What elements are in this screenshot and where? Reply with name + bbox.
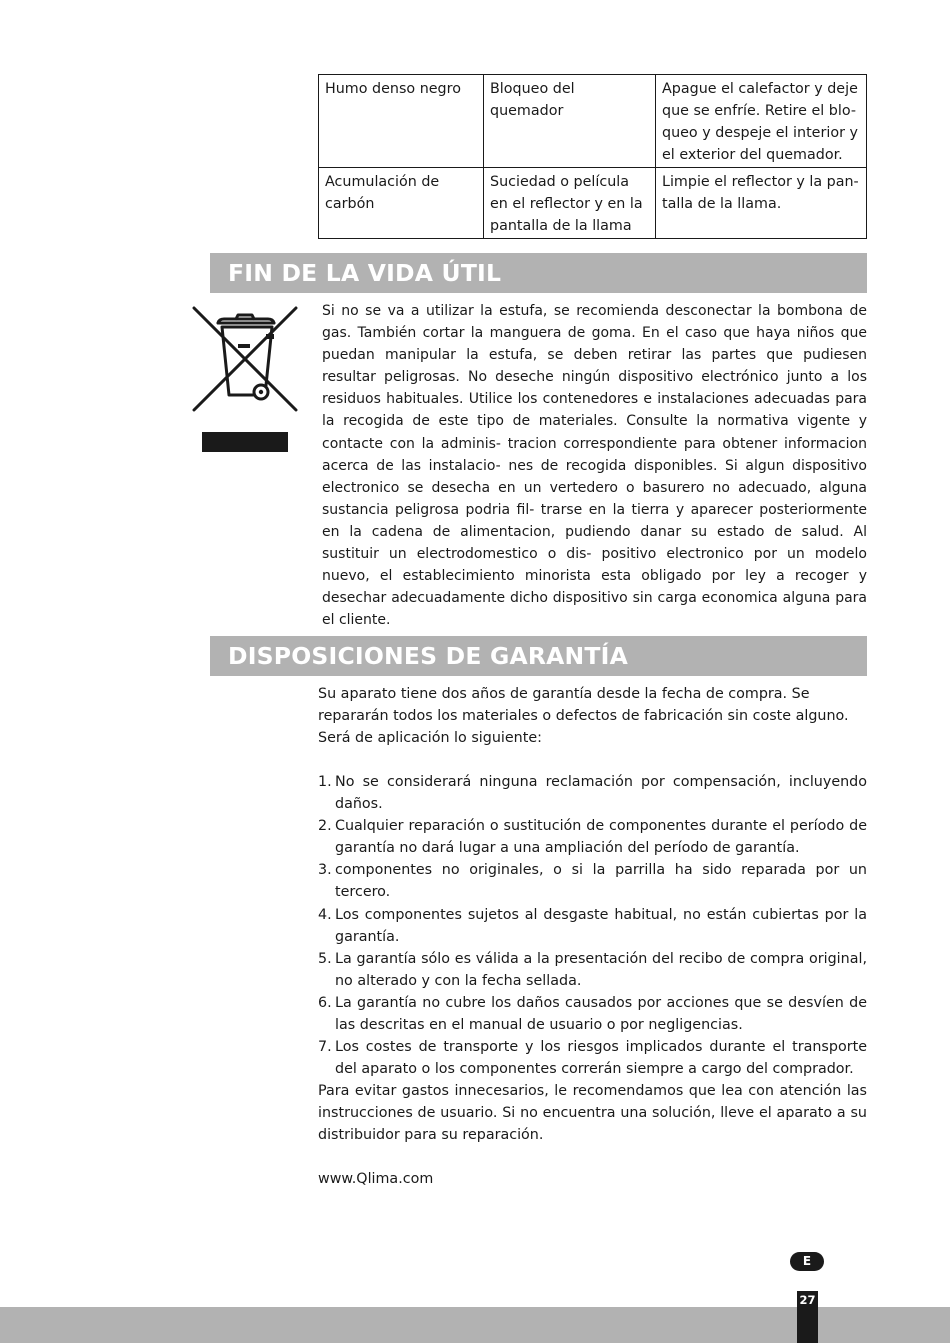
warranty-closing-text: Para evitar gastos innecesarios, le recomendamos que lea con atención las instrucciones de usuario. Si no encuentra una solución, lleve el aparato a su distribuidor para su reparación. [318,1083,867,1144]
warranty-conditions-list [318,771,867,1080]
list-number: 5. [318,950,332,967]
warranty-intro [318,683,867,749]
table-cell: Bloqueo del quemador [484,75,656,168]
list-item [318,859,867,903]
warranty-intro-applies: Será de aplicación lo siguiente: [318,730,542,747]
end-of-life-text: Si no se va a utilizar la estufa, se recomienda desconectar la bombona de gas. También cortar la manguera de goma. En el caso que haya niños que puedan manipular la estufa, se deben retirar las partes que pudiesen resultar peligrosas. No deseche ningún dispositivo electrónico junto a los residuos habituales. Utilice los contenedores e instalaciones adecuadas para la recogida de este tipo de materiales. Consulte la normativa vigente y contacte con la adminis- tracion correspondiente para obtener informacion acerca de las instalacio- nes de recogida disponibles. Si algun dispositivo electronico se desecha en un vertedero o basurero no adecuado, alguna sustancia peligrosa podria fil- trarse en la tierra y aparecer posteriormente en la cadena de alimentacion, pudiendo danar su estado de salud. Al sustituir un electrodomestico o dis- positivo electronico por un modelo nuevo, el establecimiento minorista esta obligado por ley a recoger y desechar adecuadamente dicho dispositivo sin carga economica alguna para el cliente. [322,303,867,629]
warranty-heading: DISPOSICIONES DE GARANTÍA [210,636,867,676]
list-number: 6. [318,994,332,1011]
list-item [318,904,867,948]
list-item [318,815,867,859]
list-number: 7. [318,1039,332,1056]
list-number: 4. [318,906,332,923]
list-item-text: La garantía sólo es válida a la presentación del recibo de compra original, no alterado y con la fecha sellada. [335,950,867,989]
warranty-intro-sentence: Su aparato tiene dos años de garantía desde la fecha de compra. Se repararán todos los materiales o defectos de fabricación sin coste alguno. [318,686,849,725]
language-badge: E [790,1252,824,1271]
table-cell: Humo denso negro [319,75,484,168]
website-link[interactable]: www.Qlima.com [318,1171,434,1187]
page-number: 27 [799,1293,816,1307]
table-row [319,75,867,168]
list-item [318,1036,867,1080]
list-number: 3. [318,862,332,879]
table-cell: Acumulación de carbón [319,168,484,239]
table-cell: Apague el calefactor y deje que se enfríe. Retire el blo- queo y despeje el interior y el exterior del quemador. [656,75,867,168]
table-row [319,168,867,239]
list-number: 1. [318,774,332,790]
list-item-text: Los componentes sujetos al desgaste habitual, no están cubiertas por la garantía. [335,906,867,945]
list-item [318,771,867,815]
end-of-life-heading: FIN DE LA VIDA ÚTIL [210,253,867,293]
list-number: 2. [318,818,332,835]
list-item [318,992,867,1036]
list-item-text: Cualquier reparación o sustitución de componentes durante el período de garantía no dará lugar a una ampliación del período de garantía. [335,818,867,857]
list-item-text: No se considerará ninguna reclamación por compensación, incluyendo daños. [335,774,867,813]
list-item-text: Los costes de transporte y los riesgos implicados durante el transporte del aparato o los componentes correrán siempre a cargo del comprador. [335,1039,867,1078]
table-cell: Suciedad o película en el reflector y en la pantalla de la llama [484,168,656,239]
crossed-out-wheelie-bin-icon [192,306,298,454]
list-item [318,948,867,992]
list-item-text: La garantía no cubre los daños causados por acciones que se desvíen de las descritas en el manual de usuario o por negligencias. [335,994,867,1034]
troubleshooting-table [318,74,867,239]
list-item-text: componentes no originales, o si la parrilla ha sido reparada por un tercero. [335,862,867,901]
table-cell: Limpie el reflector y la pan- talla de la llama. [656,168,867,239]
